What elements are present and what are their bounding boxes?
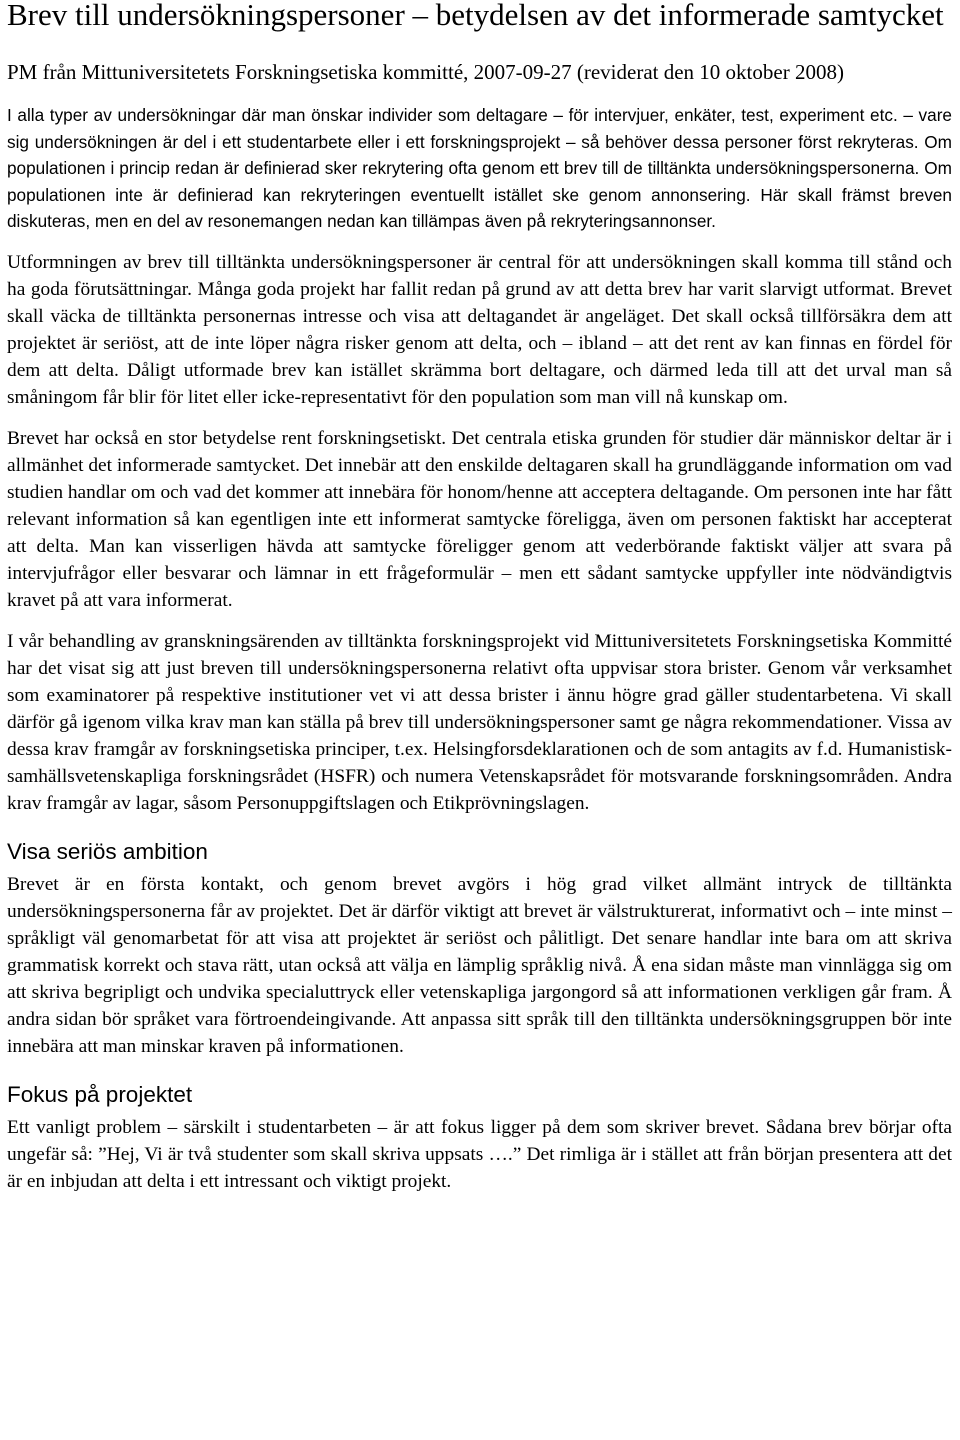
section-paragraph-project-focus: Ett vanligt problem – särskilt i studentarbeten – är att fokus ligger på dem som skriver brevet. Sådana brev börjar ofta ungefär så: ”Hej, Vi är två studenter som skall skriva uppsats ….” Det rimliga är i stället att från början presentera att det är en inbjudan att delta i ett intressant och viktigt projekt.	[7, 1116, 952, 1192]
document-subtitle: PM från Mittuniversitetets Forskningsetiska kommitté, 2007-09-27 (reviderat den 10 oktober 2008)	[7, 60, 844, 84]
section-paragraph-serious-ambition: Brevet är en första kontakt, och genom brevet avgörs i hög grad vilket allmänt intryck de tilltänkta undersökningspersonerna får av projektet. Det är därför viktigt att brevet är välstrukturerat, informativt och – inte minst – språkligt väl genomarbetat för att visa att projektet är seriöst och pålitligt. Det senare handlar inte bara om att skriva grammatisk korrekt och stava rätt, utan också att välja en lämplig språklig nivå. Å ena sidan måste man vinnlägga sig om att skriva begripligt och undvika specialuttryck eller vetenskapliga jargongord så att informationen verkligen går fram. Å andra sidan bör språket vara förtroendeingivande. Att anpassa sitt språk till den tilltänkta undersökningsgruppen bör inte innebära att man minskar kraven på informationen.	[7, 873, 952, 1057]
intro-paragraph: I alla typer av undersökningar där man önskar individer som deltagare – för intervjuer, enkäter, test, experiment etc. – vare sig undersökningen är del i ett studentarbete eller i ett forskningsprojekt – så behöver dessa personer först rekryteras. Om populationen i princip redan är definierad sker rekrytering ofta genom ett brev till de tilltänkta undersökningspersonerna. Om populationen inte är definierad kan rekryteringen eventuellt istället ske genom annonsering. Här skall främst breven diskuteras, men en del av resonemangen nedan kan tillämpas även på rekryteringsannonser.	[7, 105, 952, 231]
body-paragraph-3: Brevet har också en stor betydelse rent forskningsetiskt. Det centrala etiska grunden för studier där människor deltar är i allmänhet det informerade samtycket. Det innebär att den enskilde deltagaren skall ha grundläggande information om vad studien handlar om och vad det kommer att innebära för honom/henne att acceptera deltagande. Om personen inte har fått relevant information så kan egentligen inte ett informerat samtycke föreligga, även om personen faktiskt har accepterat att delta. Man kan visserligen hävda att samtycke föreligger genom att vederbörande faktiskt väljer att svara på intervjufrågor eller besvarar och lämnar in ett frågeformulär – men ett sådant samtycke uppfyller inte nödvändigtvis kravet på att vara informerat.	[7, 427, 952, 611]
document-title: Brev till undersökningspersoner – betydelsen av det informerade samtycket	[7, 0, 944, 32]
body-paragraph-4: I vår behandling av granskningsärenden av tilltänkta forskningsprojekt vid Mittuniversitetets Forskningsetiska Kommitté har det visat sig att just breven till undersökningspersonerna relativt ofta uppvisar stora brister. Genom vår verksamhet som examinatorer på respektive institutioner vet vi att dessa brister i ännu högre grad gäller studentarbetena. Vi skall därför gå igenom vilka krav man kan ställa på brev till undersökningspersoner samt ge några rekommendationer. Vissa av dessa krav framgår av forskningsetiska principer, t.ex. Helsingforsdeklarationen och de som antagits av f.d. Humanistisk-samhällsvetenskapliga forskningsrådet (HSFR) och numera Vetenskapsrådet för motsvarande forskningsområden. Andra krav framgår av lagar, såsom Personuppgiftslagen och Etikprövningslagen.	[7, 630, 952, 814]
section-heading-serious-ambition: Visa seriös ambition	[7, 838, 208, 864]
section-heading-project-focus: Fokus på projektet	[7, 1081, 193, 1107]
body-paragraph-2: Utformningen av brev till tilltänkta undersökningspersoner är central för att undersökningen skall komma till stånd och ha goda förutsättningar. Många goda projekt har fallit redan på grund av att detta brev har varit slarvigt utformat. Brevet skall väcka de tilltänkta personernas intresse och visa att deltagandet är angeläget. Det skall också tillförsäkra dem att projektet är seriöst, att de inte löper några risker genom att delta, och – ibland – att det rent av kan finnas en fördel för dem att delta. Dåligt utformade brev kan istället skrämma bort deltagare, och därmed leda till att det urval man så småningom får blir för litet eller icke-representativt för den population som man vill nå kunskap om.	[7, 251, 952, 408]
